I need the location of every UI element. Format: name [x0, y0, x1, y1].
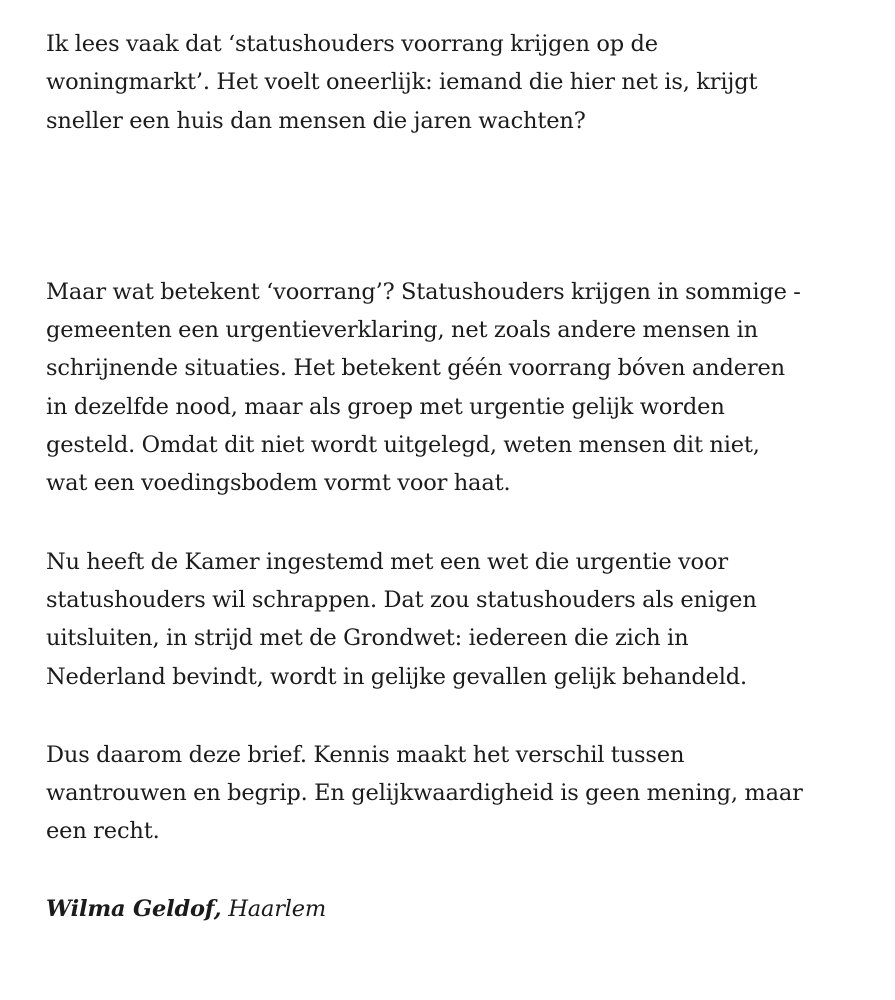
paragraph-line: uitsluiten, in strijd met de Grondwet: iedereen die zich in [46, 625, 689, 652]
author-name: Wilma Geldof, [46, 895, 222, 922]
paragraph-line: Maar wat betekent ‘voorrang’? Statushouders krijgen in sommige - [46, 278, 801, 305]
paragraph-line: Dus daarom deze brief. Kennis maakt het verschil tussen [46, 741, 685, 768]
author-city: Haarlem [221, 895, 327, 922]
paragraph-1 [46, 25, 846, 140]
paragraph-line: een recht. [46, 818, 160, 845]
paragraph-line: wat een voedingsbodem vormt voor haat. [46, 470, 511, 497]
paragraph-line: gemeenten een urgentieverklaring, net zoals andere mensen in [46, 317, 759, 344]
paragraph-line: in dezelfde nood, maar als groep met urgentie gelijk worden [46, 393, 725, 420]
paragraph-line: wantrouwen en begrip. En gelijkwaardigheid is geen mening, maar [46, 780, 803, 807]
paragraph-line: Nu heeft de Kamer ingestemd met een wet die urgentie voor [46, 548, 728, 575]
paragraph-3 [46, 543, 846, 696]
letter-article [46, 25, 846, 928]
paragraph-line: Ik lees vaak dat ‘statushouders voorrang krijgen op de [46, 31, 658, 57]
paragraph-2 [46, 273, 846, 503]
paragraph-line: woningmarkt’. Het voelt oneerlijk: iemand die hier net is, krijgt [46, 69, 758, 96]
paragraph-line: statushouders wil schrappen. Dat zou statushouders als enigen [46, 586, 757, 613]
paragraph-line: sneller een huis dan mensen die jaren wachten? [46, 107, 586, 134]
paragraph-4 [46, 736, 846, 851]
paragraph-line: gesteld. Omdat dit niet wordt uitgelegd, weten mensen dit niet, [46, 432, 760, 459]
paragraph-line: Nederland bevindt, wordt in gelijke gevallen gelijk behandeld. [46, 663, 748, 690]
author-signature [46, 890, 846, 928]
paragraph-line: schrijnende situaties. Het betekent géén voorrang bóven anderen [46, 355, 785, 382]
